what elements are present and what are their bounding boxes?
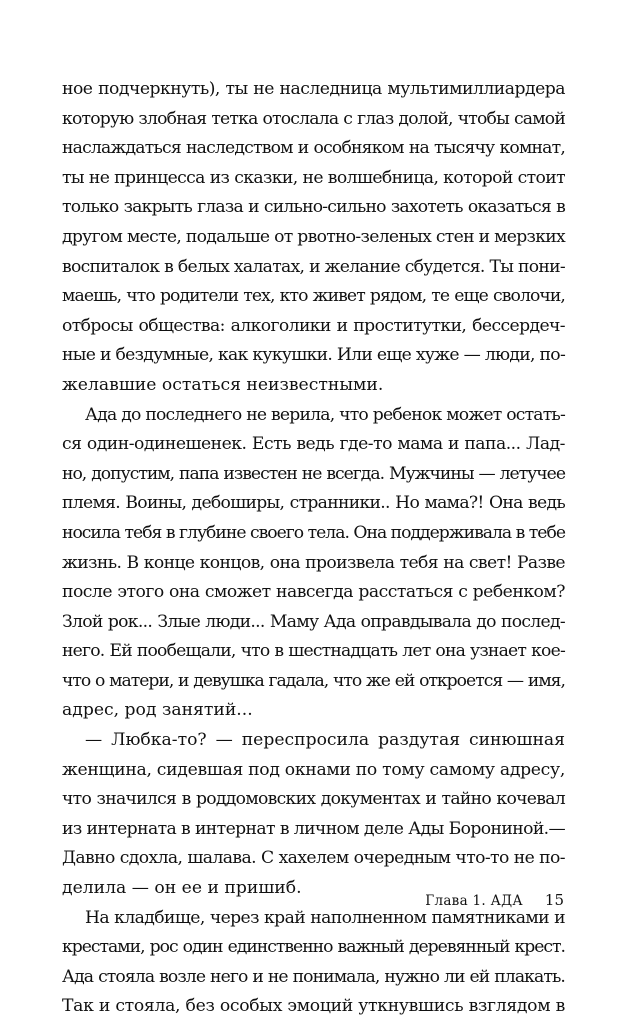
text-line: после этого она сможет навсегда расстаться с ребенком? xyxy=(62,582,565,603)
text-line: — Любка-то? — переспросила раздутая синюшная xyxy=(85,730,565,751)
body-text xyxy=(62,75,565,1022)
text-line: ся один-одинешенек. Есть ведь где-то мама и папа... Лад- xyxy=(62,434,565,455)
text-line: желавшие остаться неизвестными. xyxy=(62,374,384,395)
text-line: ты не принцесса из сказки, не волшебница, которой стоит xyxy=(62,167,566,188)
text-line: наслаждаться наследством и особняком на тысячу комнат, xyxy=(62,138,565,159)
text-line: На кладбище, через край наполненном памятниками и xyxy=(85,907,565,928)
running-head: Глава 1. АДА xyxy=(425,893,523,909)
text-line: из интерната в интернат в личном деле Ады Борониной.— xyxy=(62,818,566,839)
text-line: него. Ей пообещали, что в шестнадцать лет она узнает кое- xyxy=(62,641,565,662)
text-line: Ада до последнего не верила, что ребенок может остать- xyxy=(85,404,565,425)
text-line: отбросы общества: алкоголики и проститутки, бессердеч- xyxy=(62,315,565,336)
text-line: но, допустим, папа известен не всегда. Мужчины — летучее xyxy=(62,463,565,484)
text-line: носила тебя в глубине своего тела. Она поддерживала в тебе xyxy=(62,522,565,543)
page-footer xyxy=(0,889,564,911)
text-line: ные и бездумные, как кукушки. Или еще хуже — люди, по- xyxy=(62,345,566,366)
text-line: крестами, рос один единственно важный деревянный крест. xyxy=(62,937,565,958)
text-line: которую злобная тетка отослала с глаз долой, чтобы самой xyxy=(62,108,565,129)
text-line: племя. Воины, дебоширы, странники.. Но мама?! Она ведь xyxy=(62,493,565,514)
text-line: Ада стояла возле него и не понимала, нужно ли ей плакать. xyxy=(62,966,565,987)
text-line: что о матери, и девушка гадала, что же ей откроется — имя, xyxy=(62,670,565,691)
text-line: адрес, род занятий... xyxy=(62,700,253,721)
text-line: маешь, что родители тех, кто живет рядом, те еще сволочи, xyxy=(62,286,565,307)
text-line: только закрыть глаза и сильно-сильно захотеть оказаться в xyxy=(62,197,565,218)
text-line: женщина, сидевшая под окнами по тому самому адресу, xyxy=(62,759,565,780)
text-line: воспиталок в белых халатах, и желание сбудется. Ты пони- xyxy=(62,256,565,277)
text-line: делила — он ее и пришиб. xyxy=(62,878,302,899)
text-line: жизнь. В конце концов, она произвела тебя на свет! Разве xyxy=(62,552,565,573)
text-line: Так и стояла, без особых эмоций уткнувшись взглядом в xyxy=(62,996,565,1017)
page-number: 15 xyxy=(544,891,564,909)
text-line: ное подчеркнуть), ты не наследница мультимиллиардера xyxy=(62,79,565,99)
text-line: Злой рок... Злые люди... Маму Ада оправдывала до послед- xyxy=(62,611,565,632)
text-line: что значился в роддомовских документах и тайно кочевал xyxy=(62,789,565,810)
text-line: другом месте, подальше от рвотно-зеленых стен и мерзких xyxy=(62,226,566,247)
text-line: Давно сдохла, шалава. С хахелем очередным что-то не по- xyxy=(62,848,565,869)
